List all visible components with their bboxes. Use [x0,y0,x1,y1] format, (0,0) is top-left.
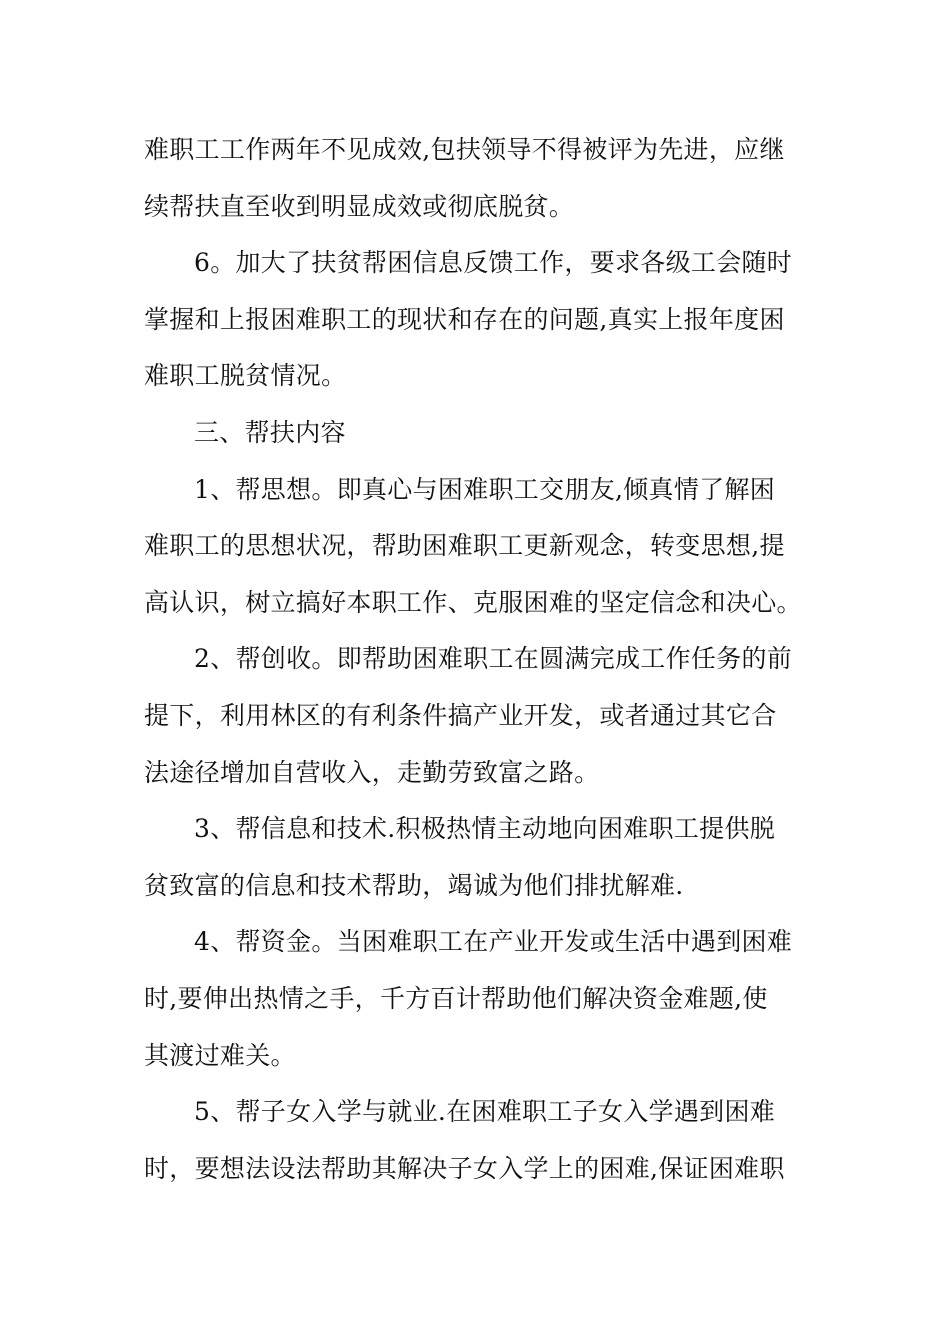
text-line: 续帮扶直至收到明显成效或彻底脱贫。 [144,191,575,221]
text-line: 时，要想法设法帮助其解决子女入学上的困难,保证困难职 [144,1153,785,1183]
text-line: 难职工脱贫情况。 [144,361,347,391]
text-line: 高认识，树立搞好本职工作、克服困难的坚定信念和决心。 [144,587,802,617]
text-line: 难职工的思想状况，帮助困难职工更新观念，转变思想,提 [144,531,785,561]
text-line: 掌握和上报困难职工的现状和存在的问题,真实上报年度困 [144,304,785,334]
paragraph-start: 6。加大了扶贫帮困信息反馈工作，要求各级工会随时 [194,248,793,278]
paragraph-start: 4、帮资金。当困难职工在产业开发或生活中遇到困难 [194,927,793,957]
text-line: 贫致富的信息和技术帮助，竭诚为他们排扰解难. [144,870,684,900]
paragraph-start: 5、帮子女入学与就业.在困难职工子女入学遇到困难 [194,1097,776,1127]
text-line: 法途径增加自营收入，走勤劳致富之路。 [144,757,600,787]
text-line: 提下，利用林区的有利条件搞产业开发，或者通过其它合 [144,700,777,730]
body-text [144,122,812,1197]
paragraph-start: 2、帮创收。即帮助困难职工在圆满完成工作任务的前 [194,644,793,674]
text-line: 难职工工作两年不见成效,包扶领导不得被评为先进，应继 [144,135,785,164]
section-heading: 三、帮扶内容 [194,417,346,447]
text-line: 其渡过难关。 [144,1040,296,1070]
paragraph-start: 1、帮思想。即真心与困难职工交朋友,倾真情了解困 [194,474,776,504]
paragraph-start: 3、帮信息和技术.积极热情主动地向困难职工提供脱 [194,814,776,844]
text-line: 时,要伸出热情之手，千方百计帮助他们解决资金难题,使 [144,983,768,1013]
